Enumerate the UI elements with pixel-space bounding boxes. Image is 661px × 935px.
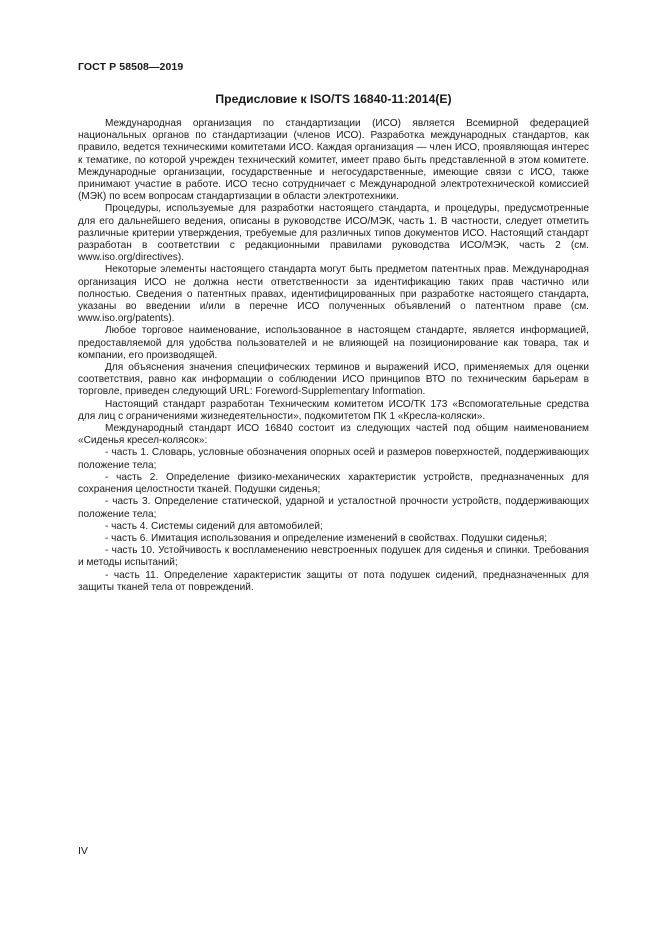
- paragraph-trade-names: Любое торговое наименование, использованное в настоящем стандарте, является информацией, предоставляемой для удобства пользователей и не влияющей на позиционирование как товара, так и компании, его производящей.: [78, 325, 589, 361]
- list-item-part-6: - часть 6. Имитация использования и определение изменений в свойствах. Подушки сиденья;: [105, 532, 548, 544]
- list-item-part-11: - часть 11. Определение характеристик защиты от пота подушек сидений, предназначенных для защиты тканей тела от повреждений.: [78, 569, 589, 593]
- document-body: [78, 118, 589, 594]
- list-item-part-3: - часть 3. Определение статической, ударной и усталостной прочности устройств, поддерживающих положение тела;: [78, 496, 589, 520]
- paragraph-parts-intro: Международный стандарт ИСО 16840 состоит из следующих частей под общим наименованием «Сиденья кресел-колясок»:: [78, 423, 589, 447]
- paragraph-committee: Настоящий стандарт разработан Техническим комитетом ИСО/ТК 173 «Вспомогательные средства для лиц с ограничениями жизнедеятельности», подкомитетом ПК 1 «Кресла-коляски».: [78, 398, 589, 422]
- list-item-part-1: - часть 1. Словарь, условные обозначения опорных осей и размеров поверхностей, поддерживающих положение тела;: [78, 447, 589, 471]
- paragraph-iso-intro: Международная организация по стандартизации (ИСО) является Всемирной федерацией национальных органов по стандартизации (членов ИСО). Разработка международных стандартов, как правило, ведется техническими комитетами ИСО. Каждая организация — член ИСО, проявляющая интерес к тематике, по которой учрежден технический комитет, имеет право быть представленной в этом комитете. Международные организации, государственные и негосударственные, имеющие связи с ИСО, также принимают участие в работе. ИСО тесно сотрудничает с Международной электротехнической комиссией (МЭК) по всем вопросам стандартизации в области электротехники.: [78, 118, 589, 203]
- paragraph-procedures: Процедуры, используемые для разработки настоящего стандарта, и процедуры, предусмотренные для его дальнейшего ведения, описаны в руководстве ИСО/МЭК, часть 1. В частности, следует отметить различные критерии утверждения, требуемые для различных типов документов ИСО. Настоящий стандарт разработан в соответствии с редакционными правилами руководства ИСО/МЭК, часть 2 (см. www.iso.org/directives).: [78, 203, 589, 264]
- paragraph-terms: Для объяснения значения специфических терминов и выражений ИСО, применяемых для оценки соответствия, равно как информации о соблюдении ИСО принципов ВТО по техническим барьерам в торговле, приведен следующий URL: Foreword-Supplementary Information.: [78, 362, 589, 398]
- page-number: IV: [78, 845, 88, 857]
- standard-code: ГОСТ Р 58508—2019: [78, 61, 184, 73]
- list-item-part-2: - часть 2. Определение физико-механических характеристик устройств, предназначенных для сохранения целостности тканей. Подушки сиденья;: [78, 471, 589, 496]
- list-item-part-10: - часть 10. Устойчивость к воспламенению невстроенных подушек для сиденья и спинки. Требования и методы испытаний;: [78, 545, 589, 569]
- list-item-part-4: - часть 4. Системы сидений для автомобилей;: [105, 520, 323, 532]
- page-title: Предисловие к ISO/TS 16840-11:2014(E): [215, 92, 452, 106]
- paragraph-patents: Некоторые элементы настоящего стандарта могут быть предметом патентных прав. Международная организация ИСО не должна нести ответственности за идентификацию таких прав частично или полностью. Сведения о патентных правах, идентифицированных при разработке настоящего стандарта, указаны во введении и/или в перечне ИСО полученных объявлений о патентном праве (см. www.iso.org/patents).: [78, 264, 589, 325]
